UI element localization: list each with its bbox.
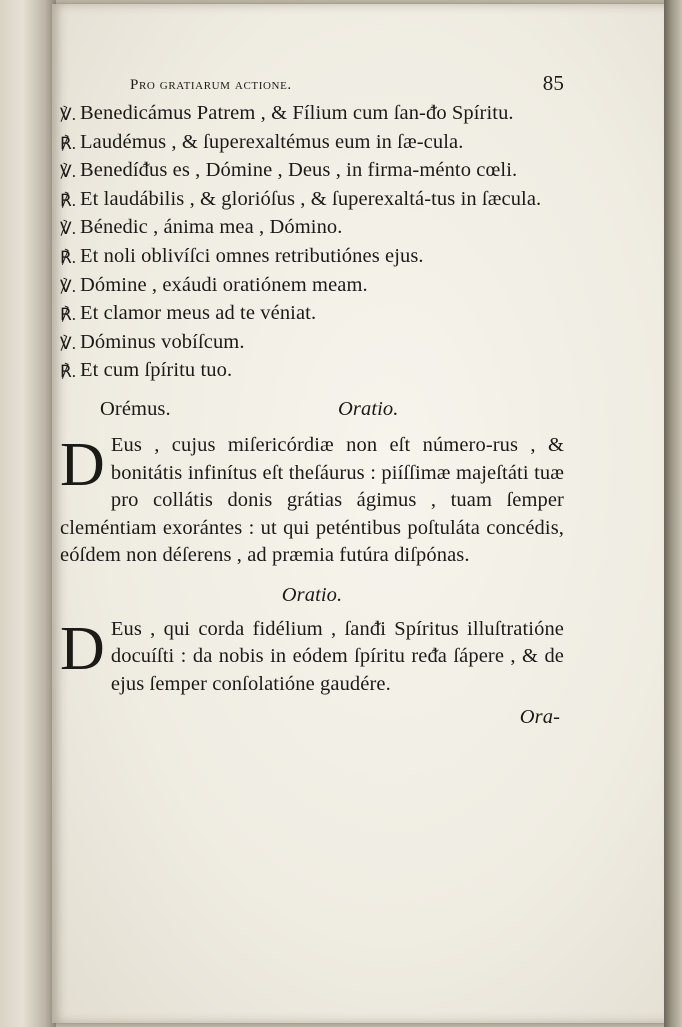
- response-symbol: ℟.: [60, 362, 77, 382]
- prayer-2-text: Eus , qui corda fidélium , ſanᵭi Spíritus illuſtratióne docuíſti : da nobis in eódem ſpíritu reᵭa ſápere , & de ejus ſemper conſolatióne gaudére.: [110, 617, 564, 695]
- verse-text: Dómine , exáudi oratiónem meam.: [80, 273, 368, 296]
- catchword: Ora-: [519, 706, 560, 729]
- prayer-2: [60, 616, 564, 699]
- versicle-symbol: ℣.: [60, 333, 77, 353]
- page-number: 85: [542, 71, 564, 95]
- response-line: [60, 243, 564, 272]
- versicle-line: [60, 214, 564, 243]
- versicle-line: [60, 272, 564, 301]
- oratio-heading-2: Oratio.: [281, 583, 343, 606]
- versicle-symbol: ℣.: [60, 276, 77, 296]
- response-line: [60, 300, 564, 329]
- verse-text: Dóminus vobíſcum.: [80, 330, 245, 353]
- versicle-symbol: ℣.: [60, 219, 77, 239]
- prayer-headings: [60, 396, 564, 426]
- response-symbol: ℟.: [60, 247, 77, 267]
- response-symbol: ℟.: [60, 190, 77, 210]
- verse-text: Et clamor meus ad te véniat.: [80, 302, 317, 325]
- verse-text: Bénedic , ánima mea , Dómino.: [80, 216, 343, 239]
- response-symbol: ℟.: [60, 305, 77, 325]
- prayer-1: [60, 432, 564, 570]
- response-line: [60, 357, 564, 386]
- page-edge: [664, 0, 682, 1027]
- response-line: [60, 129, 564, 158]
- versicle-symbol: ℣.: [60, 162, 77, 182]
- response-symbol: ℟.: [60, 133, 77, 153]
- versicle-line: [60, 100, 564, 129]
- versicle-symbol: ℣.: [60, 105, 77, 124]
- oremus-heading: Orémus.: [100, 397, 171, 420]
- verse-text: Benedicámus Patrem , & Fílium cum ſan-ᵭo Spíritu.: [80, 102, 514, 124]
- verse-text: Et laudábilis , & glorióſus , & ſuperexaltá-tus in ſæcula.: [80, 187, 542, 210]
- verse-text: Et noli oblivíſci omnes retributiónes ejus.: [80, 244, 424, 267]
- verse-text: Et cum ſpíritu tuo.: [80, 359, 233, 382]
- response-line: [60, 186, 564, 215]
- running-head: Pro gratiarum actione.: [130, 77, 292, 93]
- prayer-1-text: Eus , cujus miſericórdiæ non eſt número-rus , & bonitátis infinítus eſt theſáurus : piíſſimæ majeſtáti tuæ pro collátis donis grátias ágimus , tuam ſemper cleméntiam exorántes : ut qui peténtibus poſtuláta concédis, eóſdem non déſerens , ad præmia futúra diſpónas.: [60, 433, 564, 567]
- drop-cap-initial: D: [60, 614, 105, 683]
- versicle-line: [60, 329, 564, 358]
- oratio-heading-1: Oratio.: [338, 397, 399, 420]
- book-gutter: [0, 0, 56, 1027]
- drop-cap-initial: D: [60, 430, 105, 499]
- verse-text: Benedíᵭus es , Dómine , Deus , in firma-ménto cœli.: [80, 159, 518, 182]
- verse-text: Laudémus , & ſuperexaltémus eum in ſæ-cula.: [80, 130, 464, 153]
- versicle-line: [60, 157, 564, 186]
- page-header: [60, 70, 564, 100]
- page-content: [60, 70, 564, 732]
- versicle-list: [60, 100, 564, 386]
